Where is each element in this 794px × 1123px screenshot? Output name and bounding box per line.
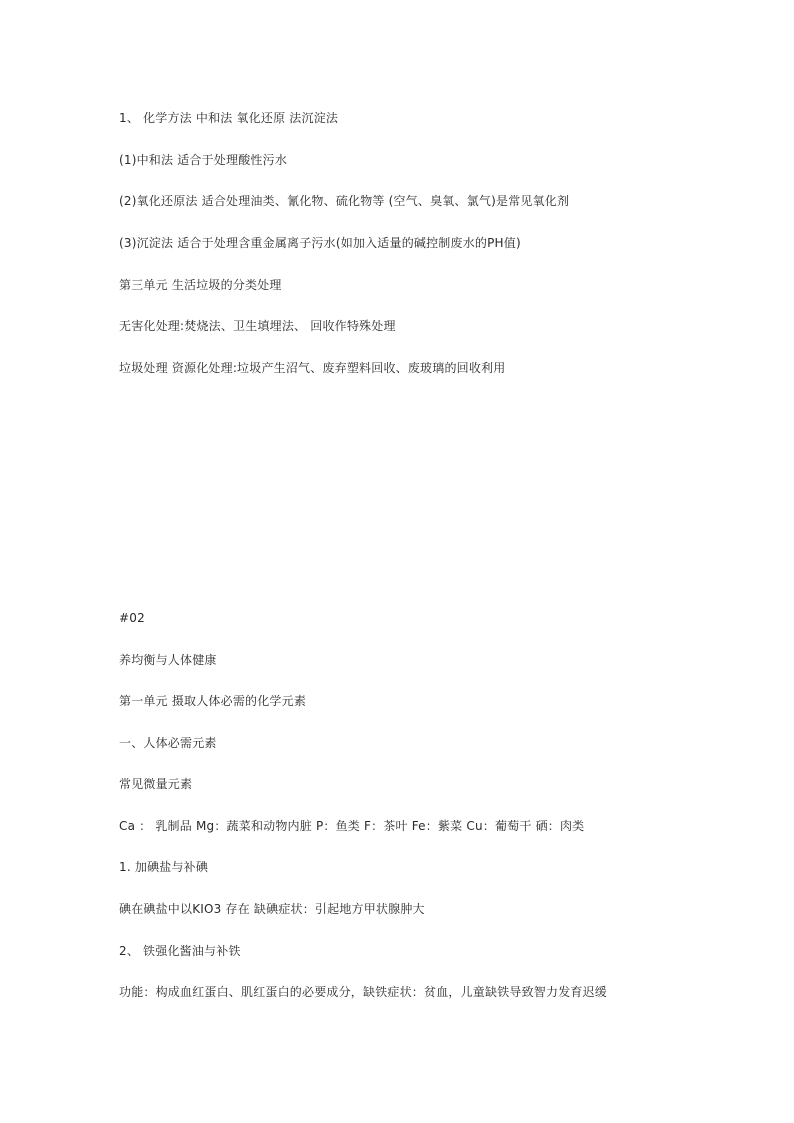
element-sources-line: Ca ： 乳制品 Mg：蔬菜和动物内脏 P：鱼类 F：茶叶 Fe：紫菜 Cu：葡萄干 硒：肉类	[119, 819, 585, 833]
nutrition-heading: 养均衡与人体健康	[119, 653, 217, 667]
chemical-methods-heading: 1、 化学方法 中和法 氧化还原 法沉淀法	[119, 111, 339, 125]
redox-line: (2)氧化还原法 适合处理油类、氰化物、硫化物等 (空气、臭氧、氯气)是常见氧化剂	[119, 194, 570, 208]
neutralization-line: (1)中和法 适合于处理酸性污水	[119, 153, 288, 167]
precipitation-line: (3)沉淀法 适合于处理含重金属离子污水(如加入适量的碱控制废水的PH值)	[119, 236, 521, 250]
trace-elements-heading: 常见微量元素	[119, 777, 193, 791]
iodine-heading: 1. 加碘盐与补碘	[119, 860, 209, 874]
unit-three-heading: 第三单元 生活垃圾的分类处理	[119, 278, 282, 292]
essential-elements-heading: 一、人体必需元素	[119, 736, 217, 750]
iron-heading: 2、 铁强化酱油与补铁	[119, 944, 241, 958]
unit-one-heading: 第一单元 摄取人体必需的化学元素	[119, 694, 307, 708]
section-number: #02	[119, 611, 145, 625]
harmless-treatment-line: 无害化处理:焚烧法、卫生填埋法、 回收作特殊处理	[119, 319, 396, 333]
iron-function-line: 功能：构成血红蛋白、肌红蛋白的必要成分，缺铁症状：贫血，儿童缺铁导致智力发育迟缓	[119, 985, 608, 999]
resource-treatment-line: 垃圾处理 资源化处理:垃圾产生沼气、废弃塑料回收、废玻璃的回收利用	[119, 361, 506, 375]
iodine-detail-line: 碘在碘盐中以KIO3 存在 缺碘症状：引起地方甲状腺肿大	[119, 902, 425, 916]
